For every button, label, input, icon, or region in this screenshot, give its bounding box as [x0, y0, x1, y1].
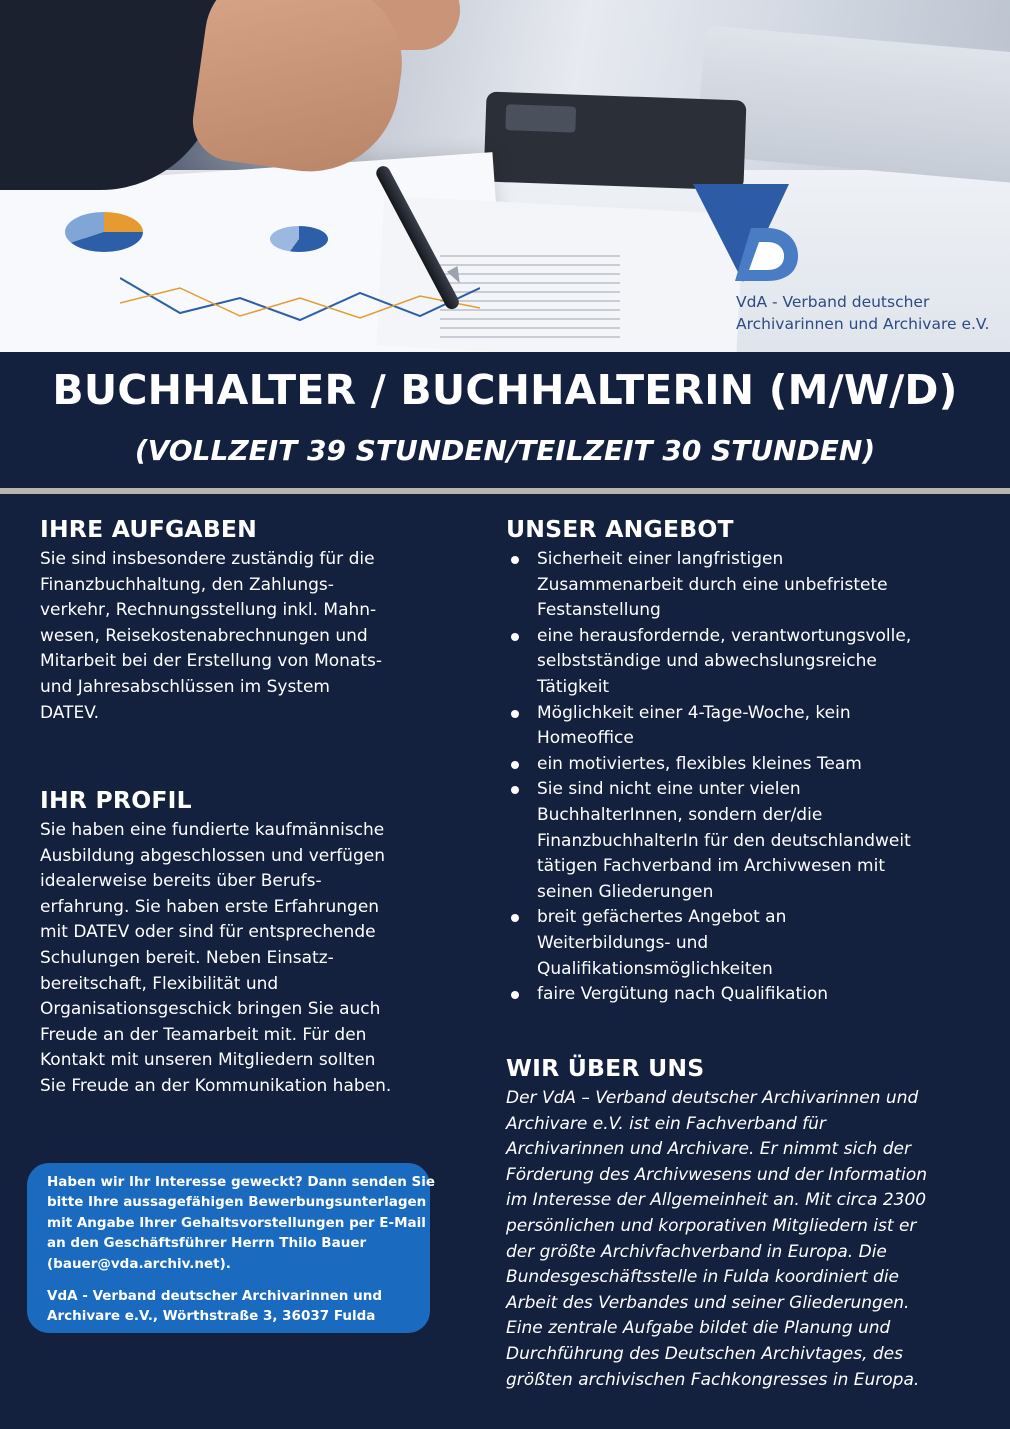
- offer-item-line: BuchhalterInnen, sondern der/die: [537, 804, 823, 825]
- contact-text-line: an den Geschäftsführer Herrn Thilo Bauer: [47, 1235, 367, 1252]
- about-text-line: Der VdA – Verband deutscher Archivarinnen und: [506, 1088, 919, 1108]
- profile-text-line: erfahrung. Sie haben erste Erfahrungen: [40, 896, 380, 917]
- offer-list-item: [508, 701, 911, 752]
- profile-text-line: Kontakt mit unseren Mitgliedern sollten: [40, 1050, 376, 1071]
- contact-text-line: Haben wir Ihr Interesse geweckt? Dann senden Sie: [47, 1174, 436, 1190]
- offer-heading: UNSER ANGEBOT: [506, 515, 734, 543]
- contact-text-line: mit Angabe Ihrer Gehaltsvorstellungen per E-Mail: [47, 1214, 426, 1231]
- about-text-line: Bundesgeschäftsstelle in Fulda koordiniert die: [506, 1267, 900, 1288]
- profile-text-line: Organisationsgeschick bringen Sie auch: [40, 999, 381, 1020]
- offer-item-line: Festanstellung: [537, 600, 661, 621]
- contact-text-line: bitte Ihre aussagefähigen Bewerbungsunterlagen: [47, 1194, 427, 1211]
- about-text-line: Förderung des Archivwesens und der Information: [506, 1164, 927, 1185]
- profile-heading: IHR PROFIL: [40, 786, 192, 814]
- tasks-text-line: verkehr, Rechnungsstellung inkl. Mahn-: [40, 600, 377, 621]
- job-title: BUCHHALTER / BUCHHALTERIN (M/W/D): [52, 366, 958, 414]
- hero-photo: [0, 0, 1010, 352]
- contact-text-line: (bauer@vda.archiv.net).: [47, 1255, 231, 1272]
- contact-box: [27, 1163, 436, 1333]
- about-text-line: größten archivischen Fachkongresses in Europa.: [506, 1369, 920, 1390]
- org-name: [736, 291, 989, 335]
- offer-list-item: [508, 752, 911, 778]
- tasks-text: [40, 547, 382, 726]
- profile-text-line: Sie Freude an der Kommunikation haben.: [40, 1075, 392, 1096]
- offer-item-line: Qualifikationsmöglichkeiten: [537, 958, 773, 979]
- about-text-line: der größte Archivfachverband in Europa. Die: [506, 1241, 887, 1262]
- about-text-line: Durchführung des Deutschen Archivtages, des: [506, 1343, 903, 1364]
- offer-item-line: tätigen Fachverband im Archivwesen mit: [537, 856, 885, 877]
- profile-text-line: Freude an der Teamarbeit mit. Für den: [40, 1024, 367, 1045]
- profile-text-line: Sie haben eine fundierte kaufmännische: [40, 820, 385, 840]
- contact-address-line: VdA - Verband deutscher Archivarinnen und: [47, 1288, 382, 1305]
- offer-item-line: faire Vergütung nach Qualifikation: [537, 984, 829, 1005]
- profile-text: [40, 818, 391, 1100]
- tasks-text-line: wesen, Reisekostenabrechnungen und: [40, 625, 368, 646]
- offer-item-line: Möglichkeit einer 4-Tage-Woche, kein: [537, 702, 851, 723]
- tasks-text-line: Sie sind insbesondere zuständig für die: [40, 549, 375, 569]
- offer-item-line: Tätigkeit: [537, 676, 610, 697]
- job-subtitle: (VOLLZEIT 39 STUNDEN/TEILZEIT 30 STUNDEN): [134, 434, 876, 467]
- offer-item-line: Homeoffice: [537, 728, 634, 749]
- offer-item-line: selbstständige und abwechslungsreiche: [537, 651, 877, 672]
- offer-item-line: Sie sind nicht eine unter vielen: [537, 779, 801, 800]
- about-text-line: im Interesse der Allgemeinheit an. Mit circa 2300: [506, 1190, 927, 1211]
- offer-item-line: eine herausfordernde, verantwortungsvolle,: [537, 625, 912, 646]
- hand-image: [188, 0, 412, 183]
- contact-address-line: Archivare e.V., Wörthstraße 3, 36037 Fulda: [47, 1308, 376, 1325]
- offer-item-line: seinen Gliederungen: [537, 881, 714, 902]
- tasks-text-line: Finanzbuchhaltung, den Zahlungs-: [40, 574, 334, 595]
- tasks-heading: IHRE AUFGABEN: [40, 515, 258, 543]
- offer-item-line: Weiterbildungs- und: [537, 932, 709, 953]
- pie-chart-graphic: [65, 212, 143, 252]
- offer-item-line: ein motiviertes, flexibles kleines Team: [537, 753, 862, 774]
- offer-item-line: breit gefächertes Angebot an: [537, 907, 787, 928]
- profile-text-line: bereitschaft, Flexibilität und: [40, 973, 279, 994]
- tasks-text-line: und Jahresabschlüssen im System: [40, 676, 330, 697]
- offer-item-line: FinanzbuchhalterIn für den deutschlandweit: [537, 830, 911, 851]
- about-text-line: Archivare e.V. ist ein Fachverband für: [506, 1113, 826, 1134]
- profile-text-line: Schulungen bereit. Neben Einsatz-: [40, 947, 334, 968]
- tasks-text-line: Mitarbeit bei der Erstellung von Monats-: [40, 651, 382, 672]
- about-text-line: Arbeit des Verbandes und seiner Gliederungen.: [506, 1292, 910, 1313]
- about-text-line: Eine zentrale Aufgabe bildet die Planung und: [506, 1318, 891, 1339]
- profile-text-line: mit DATEV oder sind für entsprechende: [40, 922, 376, 943]
- offer-list-item: [508, 547, 911, 624]
- offer-item-line: Sicherheit einer langfristigen: [537, 549, 784, 569]
- about-text-line: Archivarinnen und Archivare. Er nimmt sich der: [506, 1139, 911, 1160]
- about-text: [506, 1086, 927, 1393]
- vda-logo-icon: [693, 184, 803, 284]
- offer-item-line: Zusammenarbeit durch eine unbefristete: [537, 574, 888, 595]
- offer-list-item: [508, 777, 911, 905]
- about-text-line: persönlichen und korporativen Mitgliedern ist er: [506, 1215, 917, 1236]
- offer-list: [508, 547, 911, 1008]
- offer-list-item: [508, 624, 911, 701]
- org-name-line1: VdA - Verband deutscher: [736, 293, 930, 311]
- org-name-line2: Archivarinnen und Archivare e.V.: [736, 315, 990, 333]
- tasks-text-line: DATEV.: [40, 702, 100, 723]
- offer-list-item: [508, 905, 911, 982]
- offer-list-item: [508, 982, 911, 1008]
- contact-address: [47, 1286, 416, 1327]
- profile-text-line: idealerweise bereits über Berufs-: [40, 871, 322, 892]
- divider: [0, 488, 1010, 494]
- profile-text-line: Ausbildung abgeschlossen und verfügen: [40, 845, 385, 866]
- contact-instructions: [47, 1172, 436, 1274]
- about-heading: WIR ÜBER UNS: [506, 1054, 705, 1082]
